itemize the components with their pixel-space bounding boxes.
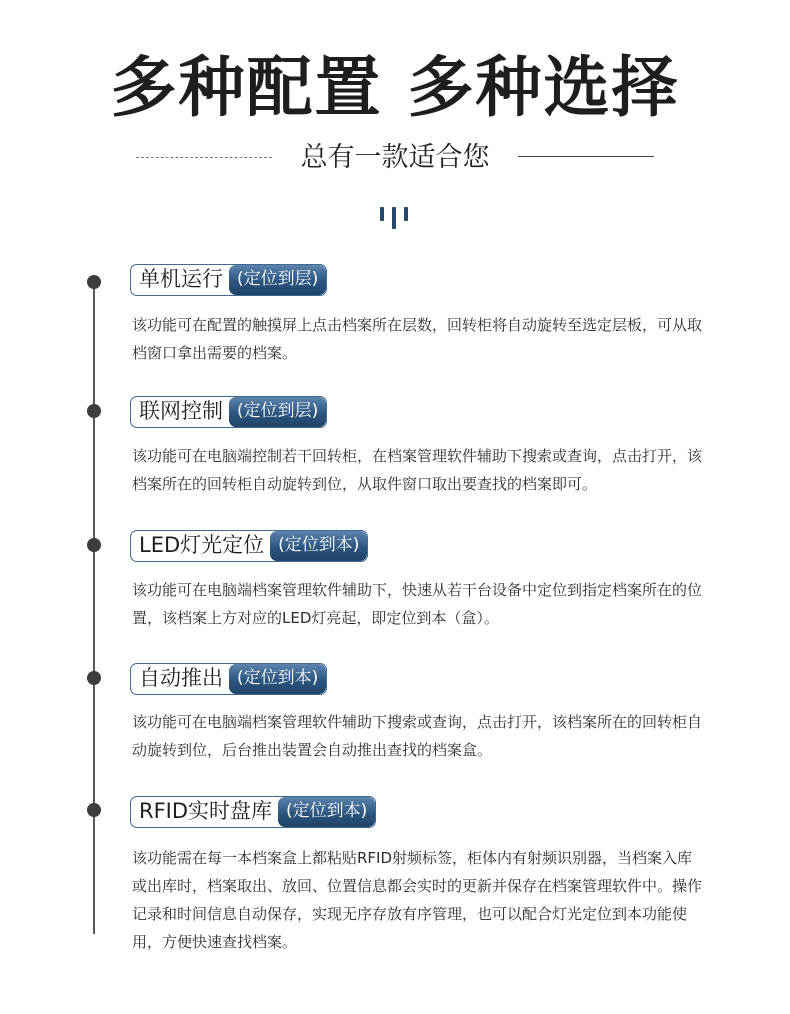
- page-subtitle: 总有一款适合您: [300, 142, 490, 173]
- feature-description: 该功能可在配置的触摸屏上点击档案所在层数，回转柜将自动旋转至选定层板，可从取档窗口拿出需要的档案。: [132, 316, 703, 362]
- feature-pill: (定位到本): [270, 531, 367, 561]
- feature-tag: [130, 663, 327, 695]
- timeline-dot-icon: [87, 404, 101, 418]
- feature-pill: (定位到层): [229, 265, 326, 295]
- subtitle-row: [0, 138, 790, 178]
- feature-description: 该功能可在电脑端控制若干回转柜，在档案管理软件辅助下搜索或查询，点击打开，该档案所在的回转柜自动旋转到位，从取件窗口取出要查找的档案即可。: [132, 447, 703, 493]
- feature-name: 自动推出: [139, 666, 223, 690]
- feature-name: 联网控制: [139, 399, 223, 423]
- feature-description: 该功能可在电脑端档案管理软件辅助下搜索或查询，点击打开，该档案所在的回转柜自动旋转到位，后台推出装置会自动推出查找的档案盒。: [132, 713, 703, 759]
- timeline-dot-icon: [87, 671, 101, 685]
- feature-tag: [130, 264, 327, 296]
- timeline-dot-icon: [87, 803, 101, 817]
- feature-name: RFID实时盘库: [139, 799, 273, 823]
- feature-name: LED灯光定位: [139, 533, 265, 557]
- feature-description: 该功能可在电脑端档案管理软件辅助下，快速从若干台设备中定位到指定档案所在的位置，该档案上方对应的LED灯亮起，即定位到本（盒）。: [132, 581, 703, 627]
- timeline-dot-icon: [87, 538, 101, 552]
- page-title: 多种配置 多种选择: [110, 49, 680, 126]
- feature-pill: (定位到层): [229, 397, 326, 427]
- feature-tag: [130, 530, 368, 562]
- feature-pill: (定位到本): [278, 797, 375, 827]
- feature-name: 单机运行: [139, 267, 223, 291]
- feature-description: 该功能需在每一本档案盒上都粘贴RFID射频标签，柜体内有射频识别器，当档案入库或出库时，档案取出、放回、位置信息都会实时的更新并保存在档案管理软件中。操作记录和时间信息自动保存，实现无序存放有序管理，也可以配合灯光定位到本功能使用，方便快速查找档案。: [132, 849, 703, 951]
- accent-marks-icon: [380, 207, 410, 231]
- timeline-line: [93, 282, 95, 934]
- feature-pill: (定位到本): [229, 664, 326, 694]
- timeline-dot-icon: [87, 275, 101, 289]
- subtitle-divider-right: [518, 156, 654, 157]
- subtitle-divider-left: [136, 157, 272, 158]
- feature-tag: [130, 796, 376, 828]
- feature-tag: [130, 396, 327, 428]
